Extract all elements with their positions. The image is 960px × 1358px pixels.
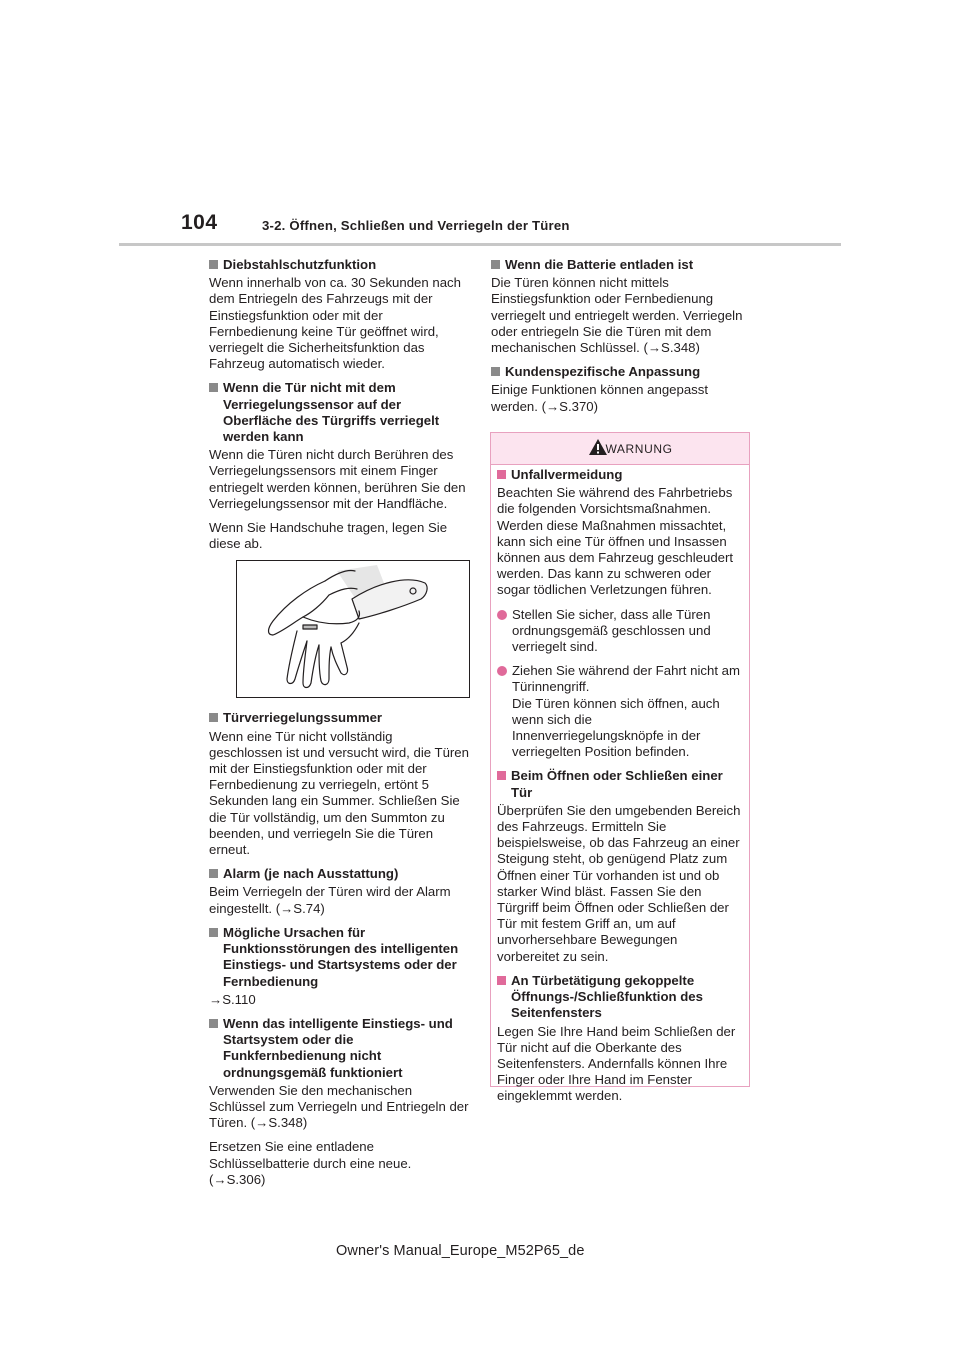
hand-on-door-handle-icon: [237, 561, 469, 697]
paragraph-malfunction-causes: →S.110: [209, 991, 256, 1007]
square-bullet-icon: [209, 713, 218, 722]
square-bullet-icon: [491, 260, 500, 269]
bullet-inner-handle: Ziehen Sie während der Fahrt nicht am Türinnengriff. Die Türen können sich öffnen, auch wenn sich die Innenverriegelungsknöpfe in der verriegelten Position befinden.: [497, 663, 743, 760]
square-bullet-icon: [209, 260, 218, 269]
square-bullet-icon: [209, 383, 218, 392]
paragraph-battery-discharged: Die Türen können nicht mittels Einstiegsfunktion oder Fernbedienung verriegelt und entriegelt werden. Verriegeln oder entriegeln Sie die Türen mit dem mechanischen Schlüssel. (→S.348): [491, 275, 743, 356]
paragraph-lock-buzzer: Wenn eine Tür nicht vollständig geschlossen ist und versucht wird, die Türen mit der Einstiegsfunktion oder mit der Fernbedienung zu verriegeln, ertönt 5 Sekunden lang ein Summer. Schließen Sie die Tür vollständig, um den Summton zu beenden, und verriegeln Sie die Türen erneut.: [209, 728, 469, 858]
paragraph-window-function: Legen Sie Ihre Hand beim Schließen der Tür nicht auf die Oberkante des Seitenfensters. Andernfalls können Ihre Finger oder Ihre Hand im Fenster eingeklemmt werden.: [497, 1023, 736, 1104]
square-bullet-icon: [497, 976, 506, 985]
page-number: 104: [181, 211, 218, 234]
paragraph-alarm: Beim Verriegeln der Türen wird der Alarm eingestellt. (→S.74): [209, 884, 451, 916]
right-column: [491, 257, 753, 423]
square-bullet-icon: [491, 367, 500, 376]
heading-lock-sensor: Wenn die Tür nicht mit dem Verriegelungssensor auf der Oberfläche des Türgriffs verriegelt werden kann: [209, 380, 469, 445]
heading-alarm: Alarm (je nach Ausstattung): [209, 866, 469, 882]
heading-accident-prevention: Unfallvermeidung: [497, 467, 743, 483]
square-bullet-icon: [209, 928, 218, 937]
square-bullet-icon: [209, 1019, 218, 1028]
heading-theft-protection: Diebstahlschutzfunktion: [209, 257, 469, 273]
paragraph-open-close-door: Überprüfen Sie den umgebenden Bereich des Fahrzeugs. Ermitteln Sie beispielsweise, ob das Fahrzeug an einer Steigung steht, ob genügend Platz zum Öffnen einer Tür vorhanden ist und ob starker Wind bläst. Fassen Sie den Türgriff beim Öffnen oder Schließen der Tür mit festem Griff an, um auf unvorhersehbare Bewegungen vorbereitet zu sein.: [497, 802, 741, 964]
paragraph-theft-protection: Wenn innerhalb von ca. 30 Sekunden nach dem Entriegeln des Fahrzeugs mit der Einstiegsfunktion oder mit der Fernbedienung keine Tür geöffnet wird, verriegelt die Sicherheitsfunktion das Fahrzeug automatisch wieder.: [209, 275, 461, 372]
circle-bullet-icon: [497, 610, 507, 620]
section-title: 3-2. Öffnen, Schließen und Verriegeln der Türen: [262, 218, 570, 233]
paragraph-system-malfunction-2: Ersetzen Sie eine entladene Schlüsselbatterie durch eine neue. (→S.306): [209, 1139, 412, 1187]
paragraph-customization: Einige Funktionen können angepasst werden. (→S.370): [491, 382, 709, 414]
circle-bullet-icon: [497, 666, 507, 676]
square-bullet-icon: [497, 470, 506, 479]
header-divider: [119, 243, 841, 246]
warning-triangle-icon: [588, 438, 608, 456]
paragraph-lock-sensor-2: Wenn Sie Handschuhe tragen, legen Sie diese ab.: [209, 520, 448, 552]
warning-box: [490, 432, 750, 1104]
warning-header: [491, 433, 749, 465]
heading-open-close-door: Beim Öffnen oder Schließen einer Tür: [497, 768, 743, 800]
door-handle-illustration: [236, 560, 470, 698]
square-bullet-icon: [497, 771, 506, 780]
bullet-doors-closed: Stellen Sie sicher, dass alle Türen ordnungsgemäß geschlossen und verriegelt sind.: [497, 607, 743, 656]
footer-text: Owner's Manual_Europe_M52P65_de: [336, 1243, 585, 1259]
heading-malfunction-causes: Mögliche Ursachen für Funktionsstörungen des intelligenten Einstiegs- und Startsystems oder der Fernbedienung: [209, 925, 469, 990]
warning-label: WARNUNG: [605, 441, 673, 456]
paragraph-lock-sensor-1: Wenn die Türen nicht durch Berühren des Verriegelungssensors mit einem Finger entriegelt werden können, berühren Sie den Verriegelungssensor mit der Handfläche.: [209, 447, 466, 511]
heading-lock-buzzer: Türverriegelungssummer: [209, 710, 469, 726]
heading-customization: Kundenspezifische Anpassung: [491, 364, 753, 380]
heading-battery-discharged: Wenn die Batterie entladen ist: [491, 257, 753, 273]
paragraph-system-malfunction-1: Verwenden Sie den mechanischen Schlüssel zum Verriegeln und Entriegeln der Türen. (→S.348): [209, 1082, 469, 1131]
square-bullet-icon: [209, 869, 218, 878]
paragraph-accident-prevention: Beachten Sie während des Fahrbetriebs die folgenden Vorsichtsmaßnahmen. Werden diese Maßnahmen missachtet, kann sich eine Tür öffnen und Insassen können aus dem Fahrzeug geschleudert werden. Das kann zu schweren oder sogar tödlichen Verletzungen führen.: [497, 485, 734, 598]
heading-window-function: An Türbetätigung gekoppelte Öffnungs-/Schließfunktion des Seitenfensters: [497, 973, 743, 1022]
heading-system-malfunction: Wenn das intelligente Einstiegs- und Startsystem oder die Funkfernbedienung nicht ordnungsgemäß funktioniert: [209, 1016, 469, 1081]
left-column: [209, 257, 469, 1196]
warning-body: [497, 467, 743, 1113]
